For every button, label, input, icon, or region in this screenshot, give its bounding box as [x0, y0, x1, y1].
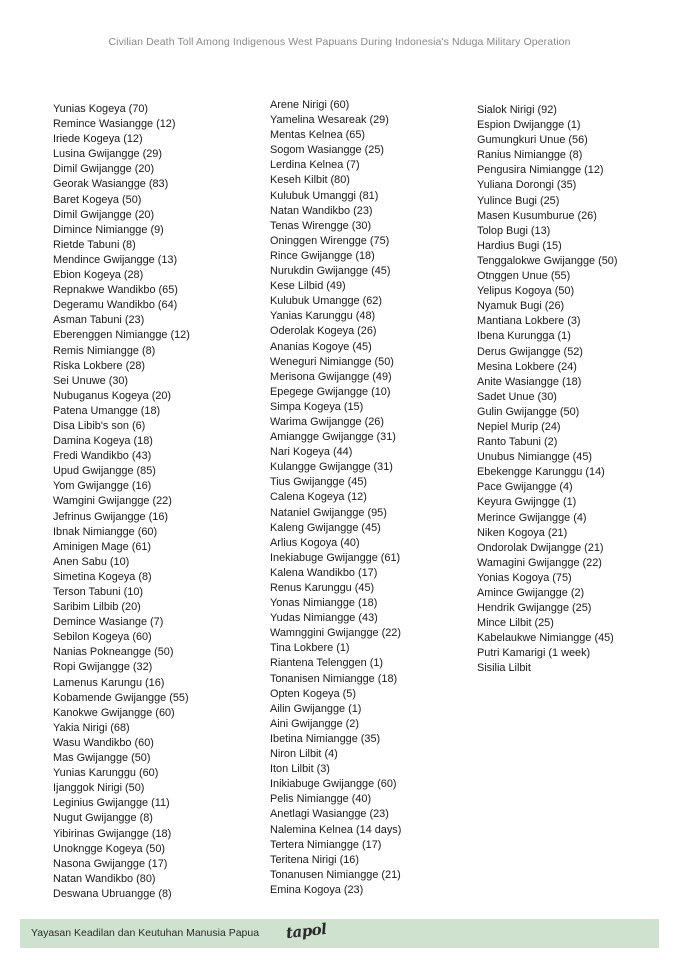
victim-entry: Calena Kogeya (12) [270, 491, 367, 504]
victim-entry: Inekiabuge Gwijangge (61) [270, 551, 401, 564]
victim-entry: Warima Gwijangge (26) [270, 415, 384, 428]
victim-entry: Tenggalokwe Gwijangge (50) [477, 254, 618, 267]
victims-column-3 [477, 103, 617, 677]
victim-entry: Ibena Kurungga (1) [477, 330, 571, 343]
victim-entry: Kobamende Gwijangge (55) [53, 691, 189, 704]
victim-entry: Tina Lokbere (1) [270, 642, 350, 655]
victim-entry: Nugut Gwijangge (8) [53, 812, 153, 825]
victim-entry: Patena Umangge (18) [53, 404, 161, 417]
victim-entry: Kulangge Gwijangge (31) [270, 461, 393, 474]
victim-entry: Epegege Gwijangge (10) [270, 385, 391, 398]
victim-entry: Natan Wandikbo (23) [270, 204, 373, 217]
victim-entry: Dimil Gwijangge (20) [53, 163, 155, 176]
victim-entry: Anen Sabu (10) [53, 555, 130, 568]
victim-entry: Iton Lilbit (3) [270, 763, 330, 776]
victim-entry: Kulubuk Umangge (62) [270, 295, 382, 308]
victim-entry: Ebekengge Karunggu (14) [477, 466, 605, 479]
victim-entry: Pelis Nimiangge (40) [270, 793, 372, 806]
victim-entry: Wamagini Gwijangge (22) [477, 556, 602, 569]
victim-entry: Kese Lilbid (49) [270, 280, 346, 293]
victim-entry: Mantiana Lokbere (3) [477, 315, 581, 328]
victim-entry: Tertera Nimiangge (17) [270, 838, 382, 851]
victim-entry: Fredi Wandikbo (43) [53, 450, 152, 463]
victim-entry: Nalemina Kelnea (14 days) [270, 823, 402, 836]
victim-entry: Anetlagi Wasiangge (23) [270, 808, 389, 821]
victim-entry: Unubus Nimiangge (45) [477, 451, 593, 464]
victim-entry: Teritena Nirigi (16) [270, 853, 359, 866]
victim-entry: Yamelina Wesareak (29) [270, 114, 389, 127]
victim-entry: Aini Gwijangge (2) [270, 717, 359, 730]
victim-entry: Gumungkuri Unue (56) [477, 134, 588, 147]
victim-entry: Ananias Kogoye (45) [270, 340, 372, 353]
victim-entry: Ibetina Nimiangge (35) [270, 732, 381, 745]
victim-entry: Pace Gwijangge (4) [477, 481, 573, 494]
victim-entry: Amince Gwijangge (2) [477, 587, 585, 599]
victim-entry: Renus Karunggu (45) [270, 582, 375, 594]
victim-entry: Kalena Wandikbo (17) [270, 566, 378, 579]
victim-entry: Yudas Nimiangge (43) [270, 612, 378, 625]
victim-entry: Yakia Nirigi (68) [53, 721, 130, 734]
victim-entry: Remince Wasiangge (12) [53, 118, 176, 131]
victim-entry: Mentas Kelnea (65) [270, 129, 366, 142]
victim-entry: Iriede Kogeya (12) [53, 133, 143, 146]
victim-entry: Rince Gwijangge (18) [270, 249, 375, 262]
victim-entry: Nasona Gwijangge (17) [53, 857, 168, 870]
victim-entry: Pengusira Nimiangge (12) [477, 164, 604, 177]
victim-entry: Leginius Gwijangge (11) [53, 797, 170, 810]
victim-entry: Oderolak Kogeya (26) [270, 325, 377, 338]
victim-entry: Amiangge Gwijangge (31) [270, 431, 396, 444]
victim-entry: Kanokwe Gwijangge (60) [53, 706, 175, 719]
victim-entry: Yonias Kogoya (75) [477, 571, 572, 584]
victim-entry: Nataniel Gwijangge (95) [270, 506, 387, 519]
victim-entry: Ondorolak Dwijangge (21) [477, 541, 604, 554]
victim-entry: Lusina Gwijangge (29) [53, 148, 162, 161]
victim-entry: Ranto Tabuni (2) [477, 436, 558, 449]
victim-entry: Mas Gwijangge (50) [53, 752, 151, 765]
victim-entry: Simpa Kogeya (15) [270, 400, 364, 413]
victim-entry: Sebilon Kogeya (60) [53, 631, 152, 644]
victim-entry: Sadet Unue (30) [477, 390, 557, 403]
victim-entry: Tonanisen Nimiangge (18) [270, 672, 398, 685]
victim-entry: Unokngge Kogeya (50) [53, 842, 166, 855]
document-title: Civilian Death Toll Among Indigenous West Papuans During Indonesia's Nduga Military Operation [108, 36, 571, 48]
victim-entry: Sei Unuwe (30) [53, 374, 129, 387]
victim-entry: Masen Kusumburue (26) [477, 209, 597, 222]
victim-entry: Niron Lilbit (4) [270, 748, 338, 761]
victim-entry: Gulin Gwijangge (50) [477, 405, 580, 418]
victim-entry: Deswana Ubruangge (8) [53, 887, 172, 900]
victim-entry: Yanias Karunggu (48) [270, 310, 376, 323]
victim-entry: Yonas Nimiangge (18) [270, 597, 378, 610]
victim-entry: Mince Lilbit (25) [477, 617, 554, 630]
victim-entry: Nari Kogeya (44) [270, 446, 353, 459]
victim-entry: Otnggen Unue (55) [477, 270, 571, 283]
victim-entry: Nanias Pokneangge (50) [53, 646, 174, 659]
victim-entry: Nepiel Murip (24) [477, 420, 561, 433]
victim-entry: Ijanggok Nirigi (50) [53, 782, 145, 795]
victim-entry: Yuliana Dorongi (35) [477, 179, 577, 192]
victim-entry: Wamgini Gwijangge (22) [53, 495, 172, 508]
victim-entry: Lamenus Karungu (16) [53, 676, 165, 689]
victim-entry: Espion Dwijangge (1) [477, 119, 581, 132]
victim-entry: Keyura Gwijngge (1) [477, 496, 577, 509]
victim-entry: Eberenggen Nimiangge (12) [53, 329, 190, 342]
victim-entry: Mesina Lokbere (24) [477, 360, 577, 373]
victim-entry: Lerdina Kelnea (7) [270, 159, 360, 172]
victim-entry: Repnakwe Wandikbo (65) [53, 284, 178, 297]
victim-entry: Baret Kogeya (50) [53, 193, 142, 206]
victim-entry: Merisona Gwijangge (49) [270, 370, 392, 383]
victim-entry: Yelipus Kogoya (50) [477, 285, 575, 298]
victim-entry: Yom Gwijangge (16) [53, 480, 152, 493]
victim-entry: Yibirinas Gwijangge (18) [53, 827, 172, 840]
victim-entry: Simetina Kogeya (8) [53, 570, 152, 583]
victim-entry: Riantena Telenggen (1) [270, 657, 384, 670]
victim-entry: Ropi Gwijangge (32) [53, 661, 153, 674]
victim-entry: Anite Wasiangge (18) [477, 375, 582, 388]
victim-entry: Inikiabuge Gwijangge (60) [270, 778, 397, 791]
tapol-logo: tapol [285, 919, 328, 943]
victim-entry: Damina Kogeya (18) [53, 435, 153, 448]
victim-entry: Tolop Bugi (13) [477, 224, 551, 237]
victim-entry: Weneguri Nimiangge (50) [270, 355, 394, 368]
victim-entry: Arene Nirigi (60) [270, 99, 350, 111]
victim-entry: Yunias Karunggu (60) [53, 767, 159, 780]
victim-entry: Asman Tabuni (23) [53, 314, 145, 327]
victim-entry: Tenas Wirengge (30) [270, 219, 372, 232]
victim-entry: Keseh Kilbit (80) [270, 174, 350, 187]
victim-entry: Dimince Nimiangge (9) [53, 223, 164, 236]
victim-entry: Putri Kamarigi (1 week) [477, 647, 591, 660]
victim-entry: Merince Gwijangge (4) [477, 511, 587, 524]
victims-column-2 [270, 98, 401, 898]
victim-entry: Kaleng Gwijangge (45) [270, 521, 381, 534]
victims-column-1 [53, 102, 190, 902]
victim-entry: Kulubuk Umanggi (81) [270, 189, 379, 202]
victim-entry: Emina Kogoya (23) [270, 883, 364, 896]
victim-entry: Opten Kogeya (5) [270, 687, 356, 700]
victim-entry: Yulince Bugi (25) [477, 194, 560, 207]
victim-entry: Nubuganus Kogeya (20) [53, 389, 172, 402]
victim-entry: Nyamuk Bugi (26) [477, 300, 565, 313]
victim-entry: Aminigen Mage (61) [53, 540, 152, 553]
victim-entry: Remis Nimiangge (8) [53, 344, 156, 357]
victim-entry: Ebion Kogeya (28) [53, 269, 144, 282]
victim-entry: Ranius Nimiangge (8) [477, 149, 583, 162]
victim-entry: Degeramu Wandikbo (64) [53, 299, 178, 312]
victim-entry: Tius Gwijangge (45) [270, 476, 368, 489]
victim-entry: Rietde Tabuni (8) [53, 238, 136, 251]
victim-entry: Disa Libib's son (6) [53, 419, 146, 432]
victim-entry: Sogom Wasiangge (25) [270, 144, 385, 157]
victim-entry: Wamnggini Gwijangge (22) [270, 627, 401, 640]
victim-entry: Arlius Kogoya (40) [270, 536, 360, 549]
victim-entry: Demince Wasiange (7) [53, 616, 164, 629]
victim-entry: Jefrinus Gwijangge (16) [53, 510, 169, 523]
victim-entry: Upud Gwijangge (85) [53, 465, 156, 478]
footer-bar [20, 919, 659, 948]
victim-entry: Wasu Wandikbo (60) [53, 736, 154, 749]
victim-entry: Terson Tabuni (10) [53, 586, 143, 598]
victim-entry: Tonanusen Nimiangge (21) [270, 868, 401, 881]
victim-entry: Derus Gwijangge (52) [477, 345, 583, 358]
victim-entry: Yunias Kogeya (70) [53, 103, 149, 115]
victim-entry: Hendrik Gwijangge (25) [477, 602, 592, 615]
victim-entry: Sialok Nirigi (92) [477, 104, 557, 116]
victim-entry: Riska Lokbere (28) [53, 359, 146, 372]
victim-entry: Ibnak Nimiangge (60) [53, 525, 158, 538]
victim-entry: Kabelaukwe Nimiangge (45) [477, 632, 614, 645]
victim-entry: Dimil Gwijangge (20) [53, 208, 155, 221]
victim-entry: Oninggen Wirengge (75) [270, 234, 390, 247]
victim-entry: Ailin Gwijangge (1) [270, 702, 362, 715]
victim-entry: Niken Kogoya (21) [477, 526, 568, 539]
victim-entry: Saribim Lilbib (20) [53, 601, 141, 614]
victim-entry: Georak Wasiangge (83) [53, 178, 169, 191]
victim-entry: Nurukdin Gwijangge (45) [270, 265, 391, 278]
victim-entry: Mendince Gwijangge (13) [53, 253, 178, 266]
footer-organization: Yayasan Keadilan dan Keutuhan Manusia Papua [31, 927, 260, 939]
victim-entry: Sisilia Lilbit [477, 662, 531, 675]
victim-entry: Natan Wandikbo (80) [53, 872, 156, 885]
victim-entry: Hardius Bugi (15) [477, 239, 562, 252]
